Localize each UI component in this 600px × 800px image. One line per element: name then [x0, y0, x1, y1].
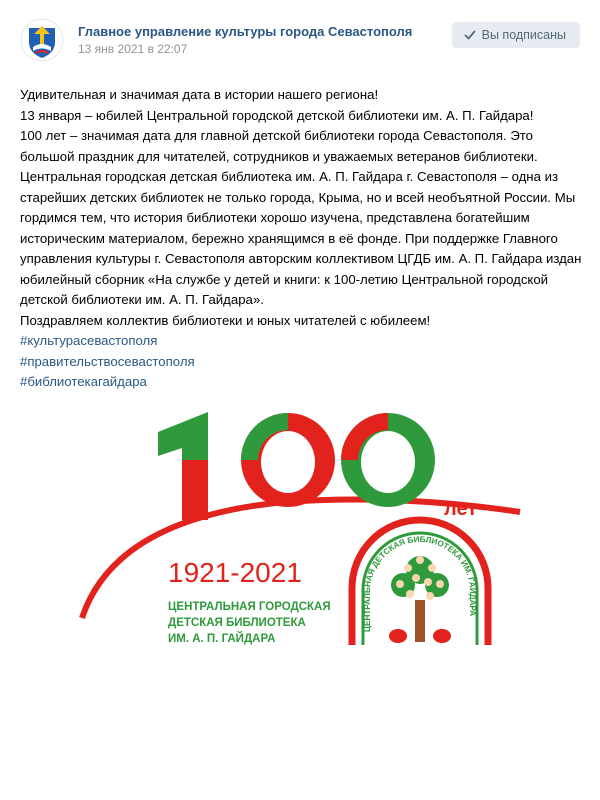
post-paragraph: Центральная городская детская библиотека им. А. П. Гайдара г. Севастополя – одна из старейших детских библиотек не только города, Крыма, но и всей необъятной России. Мы гордимся тем, что история библиотеки хорошо изучена, представлена богатейшим историческим материалом, бережно хранящимся в её фонде. При поддержке Главного управления культуры г. Севастополя авторским коллективом ЦГДБ им. А. П. Гайдара издан юбилейный сборник «На службе у детей и книги: к 100-летию Центральной городской детской библиотеки им. А. П. Гайдара». [20, 169, 582, 307]
digit-one-stem [182, 460, 208, 520]
post-author[interactable]: Главное управление культуры города Севастополя [78, 24, 413, 39]
digit-zero-1-hole [261, 431, 315, 493]
post-image-anniversary-banner[interactable] [70, 400, 540, 650]
checkmark-icon [464, 29, 476, 41]
digit-zero-2-hole [361, 431, 415, 493]
post-paragraph: 100 лет – значимая дата для главной детской библиотеки города Севастополя. Это большой праздник для читателей, сотрудников и уважаемых ветеранов библиотеки. [20, 128, 538, 164]
hashtag-link[interactable]: #правительствосевастополя [20, 353, 195, 369]
post-paragraph: 13 января – юбилей Центральной городской детской библиотеки им. А. П. Гайдара! [20, 107, 534, 123]
sevastopol-coat-of-arms-icon [20, 18, 64, 62]
library-name-line: ДЕТСКАЯ БИБЛИОТЕКА [168, 617, 306, 629]
anniversary-banner-graphic [70, 400, 540, 650]
subscribed-button[interactable] [452, 22, 580, 48]
library-name-line: ЦЕНТРАЛЬНАЯ ГОРОДСКАЯ [168, 601, 331, 613]
tree-trunk [415, 600, 425, 642]
hashtag-link[interactable]: #культурасевастополя [20, 333, 158, 348]
post-header [20, 18, 580, 62]
hashtag-link[interactable]: #библиотекагайдара [20, 374, 147, 389]
post-date[interactable]: 13 янв 2021 в 22:07 [78, 42, 188, 56]
community-avatar[interactable] [20, 18, 64, 62]
post-paragraph: Удивительная и значимая дата в истории нашего региона! [20, 87, 379, 102]
years-word: лет [444, 498, 478, 520]
library-name-line: ИМ. А. П. ГАЙДАРА [168, 633, 276, 645]
years-range: 1921-2021 [168, 557, 302, 588]
subscribed-label: Вы подписаны [481, 28, 566, 42]
library-emblem [352, 520, 488, 645]
post-text [20, 85, 585, 393]
emblem-arc-text: ЦЕНТРАЛЬНАЯ ДЕТСКАЯ БИБЛИОТЕКА ИМ. ГАЙДАРА [362, 534, 478, 632]
post-paragraph: Поздравляем коллектив библиотеки и юных читателей с юбилеем! [20, 312, 431, 328]
